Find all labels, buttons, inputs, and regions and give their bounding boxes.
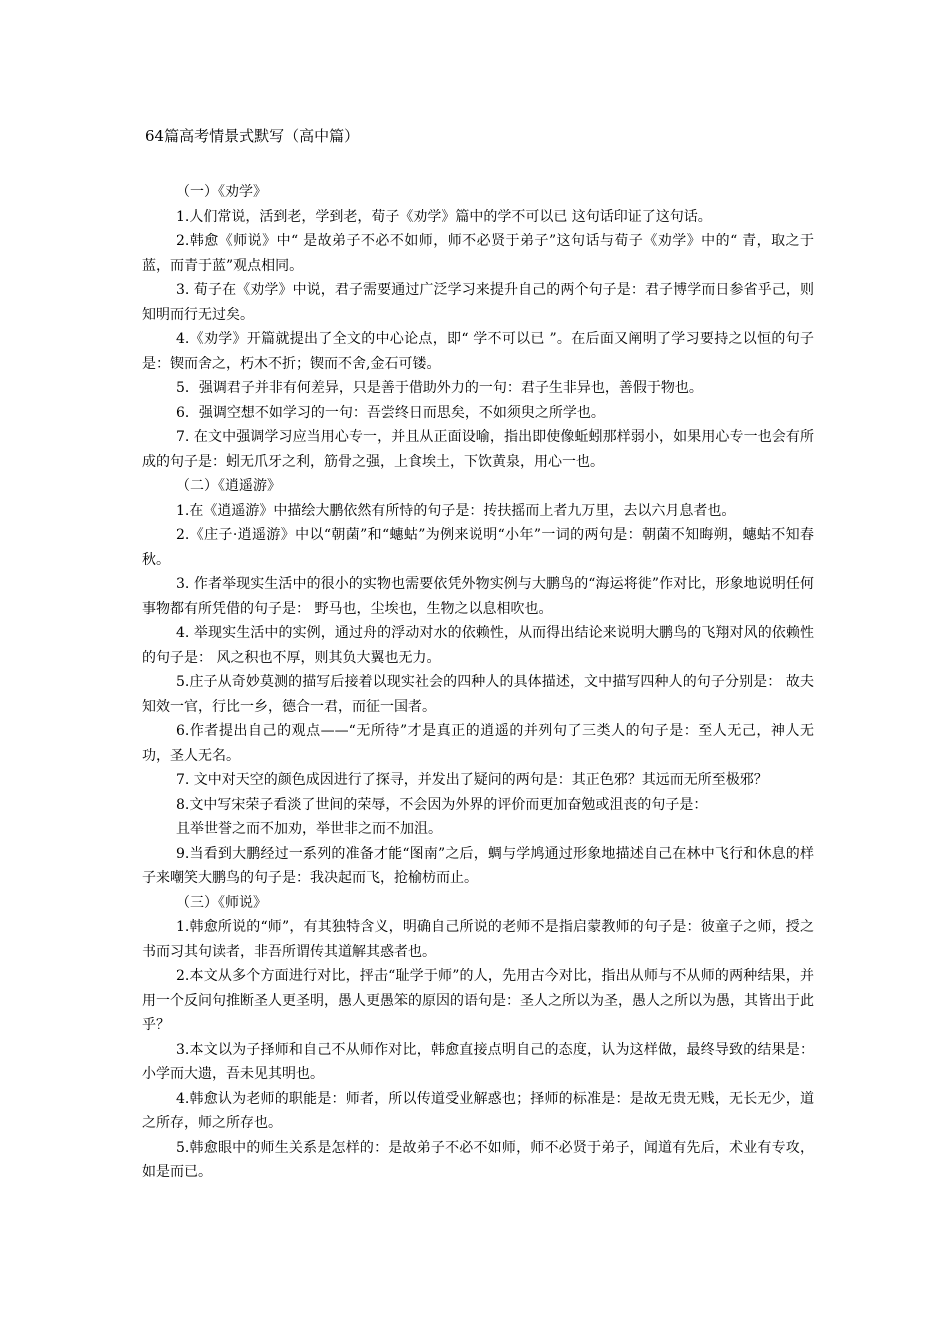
section-heading-xiaoyaoyou: （二）《逍遥游》	[176, 478, 281, 494]
question-item: 8.文中写宋荣子看淡了世间的荣辱，不会因为外界的评价而更加奋勉或沮丧的句子是：	[176, 796, 708, 813]
question-item: 1.人们常说，活到老，学到老，荀子《劝学》篇中的学不可以已 这句话印证了这句话。	[176, 208, 712, 225]
question-item: 1.在《逍遥游》中描绘大鹏依然有所恃的句子是：抟扶摇而上者九万里，去以六月息者也。	[176, 502, 736, 519]
question-item: 3. 作者举现实生活中的很小的实物也需要依凭外物实例与大鹏鸟的“海运将徙”作对比，形象地说明任何事物都有所凭借的句子是： 野马也，尘埃也，生物之以息相吹也。	[142, 576, 814, 617]
section-heading-quanxue: （一）《劝学》	[176, 184, 267, 200]
document-body	[142, 180, 814, 1185]
question-item: 4.《劝学》开篇就提出了全文的中心论点，即“ 学不可以已 ”。在后面又阐明了学习要持之以恒的句子是：锲而舍之，朽木不折；锲而不舍,金石可镂。	[142, 331, 814, 372]
question-item: 2.本文从多个方面进行对比，抨击“耻学于师”的人，先用古今对比，指出从师与不从师的两种结果，并用一个反问句推断圣人更圣明，愚人更愚笨的原因的语句是：圣人之所以为圣，愚人之所以为愚，其皆出于此乎？	[142, 968, 814, 1033]
question-item: 6.作者提出自己的观点——“无所待”才是真正的逍遥的并列句了三类人的句子是：至人无己，神人无功，圣人无名。	[142, 723, 814, 764]
question-item: 5.韩愈眼中的师生关系是怎样的：是故弟子不必不如师，师不必贤于弟子，闻道有先后，术业有专攻，如是而已。	[142, 1139, 814, 1180]
question-item: 7. 在文中强调学习应当用心专一，并且从正面设喻，指出即使像蚯蚓那样弱小，如果用心专一也会有所成的句子是：蚓无爪牙之利，筋骨之强，上食埃土，下饮黄泉，用心一也。	[142, 429, 814, 470]
question-item: 3.本文以为子择师和自己不从师作对比，韩愈直接点明自己的态度，认为这样做，最终导致的结果是：小学而大遗，吾未见其明也。	[142, 1041, 814, 1082]
question-item: 4.韩愈认为老师的职能是：师者，所以传道受业解惑也；择师的标准是：是故无贵无贱，无长无少，道之所存，师之所存也。	[142, 1090, 814, 1131]
question-item: 5．强调君子并非有何差异，只是善于借助外力的一句：君子生非异也，善假于物也。	[176, 380, 703, 396]
question-item: 9.当看到大鹏经过一系列的准备才能“图南”之后，蜩与学鸠通过形象地描述自己在林中飞行和休息的样子来嘲笑大鹏鸟的句子是：我决起而飞，抢榆枋而止。	[142, 845, 814, 886]
question-item: 7. 文中对天空的颜色成因进行了探寻，并发出了疑问的两句是：其正色邪？其远而无所至极邪？	[176, 772, 768, 788]
question-item: 3. 荀子在《劝学》中说，君子需要通过广泛学习来提升自己的两个句子是：君子博学而日参省乎己，则知明而行无过矣。	[142, 282, 814, 323]
question-item: 2.韩愈《师说》中“ 是故弟子不必不如师，师不必贤于弟子”这句话与荀子《劝学》中的“ 青，取之于蓝，而青于蓝”观点相同。	[142, 233, 814, 274]
answer-line: 且举世誉之而不加劝，举世非之而不加沮。	[176, 821, 442, 837]
question-item: 2.《庄子·逍遥游》中以“朝菌”和“蟪蛄”为例来说明“小年”一词的两句是：朝菌不知晦朔，蟪蛄不知春秋。	[142, 527, 814, 568]
document-title: 64篇高考情景式默写（高中篇）	[145, 127, 360, 145]
question-item: 5.庄子从奇妙莫测的描写后接着以现实社会的四种人的具体描述，文中描写四种人的句子分别是： 故夫知效一官，行比一乡，德合一君，而征一国者。	[142, 674, 814, 715]
question-item: 1.韩愈所说的“师”，有其独特含义，明确自己所说的老师不是指启蒙教师的句子是：彼童子之师，授之书而习其句读者，非吾所谓传其道解其惑者也。	[142, 919, 814, 960]
section-heading-shishuo: （三）《师说》	[176, 894, 267, 911]
question-item: 6．强调空想不如学习的一句：吾尝终日而思矣，不如须臾之所学也。	[176, 404, 605, 421]
question-item: 4. 举现实生活中的实例，通过舟的浮动对水的依赖性，从而得出结论来说明大鹏鸟的飞翔对风的依赖性的句子是： 风之积也不厚，则其负大翼也无力。	[142, 625, 814, 666]
